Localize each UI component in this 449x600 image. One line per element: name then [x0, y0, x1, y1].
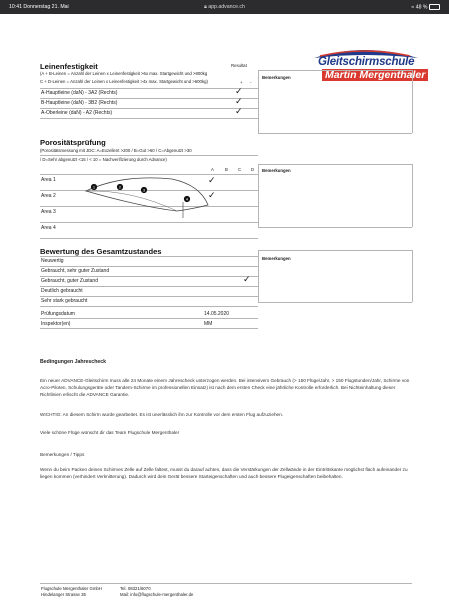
- check-icon: ✓: [235, 107, 243, 117]
- poro-bemerkungen: Bemerkungen: [262, 168, 291, 173]
- bewertung-title: Bewertung des Gesamtzustandes: [40, 247, 162, 256]
- document-page[interactable]: [0, 14, 449, 600]
- divider: [40, 318, 258, 319]
- divider: [258, 250, 412, 251]
- leinen-bemerkungen: Bemerkungen: [262, 75, 291, 80]
- divider: [258, 70, 412, 71]
- status-right: [411, 4, 440, 10]
- col-a: A: [211, 167, 214, 172]
- conditions-heading: Bedingungen Jahrescheck: [40, 359, 107, 365]
- marker-4: [184, 196, 190, 202]
- divider: [412, 164, 413, 227]
- marker-1: [91, 184, 97, 190]
- important-note: WICHTIG: An diesem Schirm wurde gearbeitet. Es ist unerlässlich ihn zur Kontrolle vor dem ersten Flug aufzuziehen.: [40, 412, 284, 417]
- footer-tel: Tel. 08321/6070: [120, 586, 151, 591]
- bewertung-row-4: Deutlich gebraucht: [41, 288, 83, 294]
- divider: [258, 164, 259, 227]
- status-time: 10:41 Donnerstag 21. Mai: [9, 4, 69, 10]
- divider: [412, 250, 413, 302]
- check-icon: ✓: [235, 87, 243, 97]
- wing-diagram: [82, 175, 212, 225]
- wing-outline: [86, 178, 208, 211]
- divider: [258, 250, 259, 302]
- divider: [40, 256, 258, 257]
- footer-company: Flugschule Mergenthaler GmbH: [41, 586, 102, 591]
- divider: [258, 302, 412, 303]
- check-icon: ✓: [243, 275, 251, 285]
- status-bar: [0, 0, 449, 14]
- bewertung-row-2: Gebraucht, sehr guter Zustand: [41, 268, 110, 274]
- marker-1-label: 1: [92, 184, 96, 190]
- wing-inner-line: [88, 191, 177, 211]
- divider: [40, 266, 258, 267]
- logo-line1: Gleitschirmschule: [318, 56, 415, 68]
- pruef-label: Prüfungsdatum: [41, 311, 75, 317]
- tips-heading: Bemerkungen / Tipps: [40, 452, 85, 457]
- plus-label: +: [240, 80, 243, 85]
- divider: [40, 276, 258, 277]
- bewertung-row-1: Neuwertig: [41, 258, 64, 264]
- bewertung-row-5: Sehr stark gebraucht: [41, 298, 88, 304]
- check-icon: ✓: [208, 176, 216, 186]
- divider: [40, 155, 258, 156]
- leinen-row-1: A-Hauptleine (daN) - 3A2 (Rechts): [41, 90, 118, 96]
- conditions-paragraph: Ein neuer ADVANCE-Gleitschirm muss alle 24 Monate einem Jahrescheck unterzogen werden. Bei intensivem Gebrauch (> 150 Flüge/Jahr, > 150 Flugstunden/Jahr, Schirme von Acro-Piloten, Schulungsgeräte oder Tandem-Schirme im professionellen Einsatz) ist nach dem ersten Check eine jährliche Kontrolle erforderlich. Bei Nichteinhaltung dieser Richtlinien erlischt die ADVANCE Garantie.: [40, 378, 410, 398]
- lock-icon: 🔒︎: [204, 4, 209, 10]
- marker-3-label: 3: [142, 187, 146, 193]
- poro-note-1: (Porositätsmessung mit JDC: A=Exzellent >200 / B=Gut >60 / C=Abgenutzt >30: [40, 148, 192, 153]
- footer-divider: [40, 583, 412, 584]
- divider: [258, 164, 412, 165]
- marker-2: [117, 184, 123, 190]
- check-icon: ✓: [208, 191, 216, 201]
- col-d: D: [251, 167, 255, 172]
- divider: [40, 238, 258, 239]
- tips-paragraph: Wenn du beim Packen deines Schirmes Zelle auf Zelle faltest, musst du darauf achten, dass die Verstärkungen der Zellwände in der Eintrittskante möglichst flach aufeinander zu liegen kommen (verhindert Verknitterung). Dadurch wird dein Gerät bessere Starteigenschaften und auch bessere Flugeigenschaften beibehalten.: [40, 467, 408, 480]
- area-2: Area 2: [41, 193, 56, 199]
- insp-label: Inspektor(en): [41, 321, 71, 327]
- col-b: B: [225, 167, 228, 172]
- check-icon: ✓: [235, 97, 243, 107]
- divider: [40, 328, 258, 329]
- poro-note-2: / D=Sehr abgenutzt <15 / < 10 = Nachverifizierung durch Advance): [40, 157, 167, 162]
- logo-line2: Martin Mergenthaler: [322, 69, 428, 81]
- greeting-text: Viele schöne Flüge wünscht dir das Team Flugschule Mergenthaler: [40, 430, 180, 435]
- divider: [258, 70, 259, 133]
- wifi-icon: ≈: [411, 4, 415, 11]
- bewertung-row-3: Gebraucht, guter Zustand: [41, 278, 98, 284]
- divider: [258, 227, 412, 228]
- divider: [40, 108, 258, 109]
- url-text: app.advance.ch: [208, 4, 245, 10]
- footer-street: Hindelanger Strasse 35: [41, 592, 86, 597]
- footer-mail[interactable]: Mail: info@flugschule-mergenthaler.de: [120, 592, 194, 597]
- bewertung-bemerkungen: Bemerkungen: [262, 256, 291, 261]
- leinen-note-2: C + D-Leinen = Anzahl der Leinen x Leinenfestigkeit >4x max. Startgewicht und >600kg): [40, 79, 208, 84]
- divider: [40, 286, 258, 287]
- school-logo: [306, 45, 424, 85]
- divider: [40, 296, 258, 297]
- divider: [40, 306, 258, 307]
- pruef-value: 14.05.2020: [204, 311, 230, 317]
- leinen-title: Leinenfestigkeit: [40, 62, 98, 71]
- divider: [40, 98, 258, 99]
- col-c: C: [238, 167, 242, 172]
- area-3: Area 3: [41, 209, 56, 215]
- battery-icon: [429, 4, 440, 10]
- divider: [258, 133, 412, 134]
- area-1: Area 1: [41, 177, 56, 183]
- area-4: Area 4: [41, 225, 56, 231]
- poro-title: Porositätsprüfung: [40, 138, 106, 147]
- divider: [40, 118, 258, 119]
- marker-4-label: 4: [185, 196, 189, 202]
- address-bar[interactable]: [0, 4, 449, 11]
- battery-text: 48 %: [415, 4, 428, 11]
- divider: [412, 70, 413, 133]
- insp-value: MM: [204, 321, 213, 327]
- marker-2-label: 2: [118, 184, 122, 190]
- resultat-label: Resultat: [231, 63, 247, 68]
- leinen-row-2: B-Hauptleine (daN) - 3B2 (Rechts): [41, 100, 118, 106]
- minus-label: -: [250, 80, 252, 85]
- marker-3: [141, 187, 147, 193]
- leinen-row-3: A-Oberleine (daN) - A2 (Rechts): [41, 110, 113, 116]
- leinen-note-1: (A + B-Leinen = Anzahl der Leinen x Leinenfestigkeit >6x max. Startgewicht und >800kg: [40, 71, 208, 76]
- divider: [40, 88, 258, 89]
